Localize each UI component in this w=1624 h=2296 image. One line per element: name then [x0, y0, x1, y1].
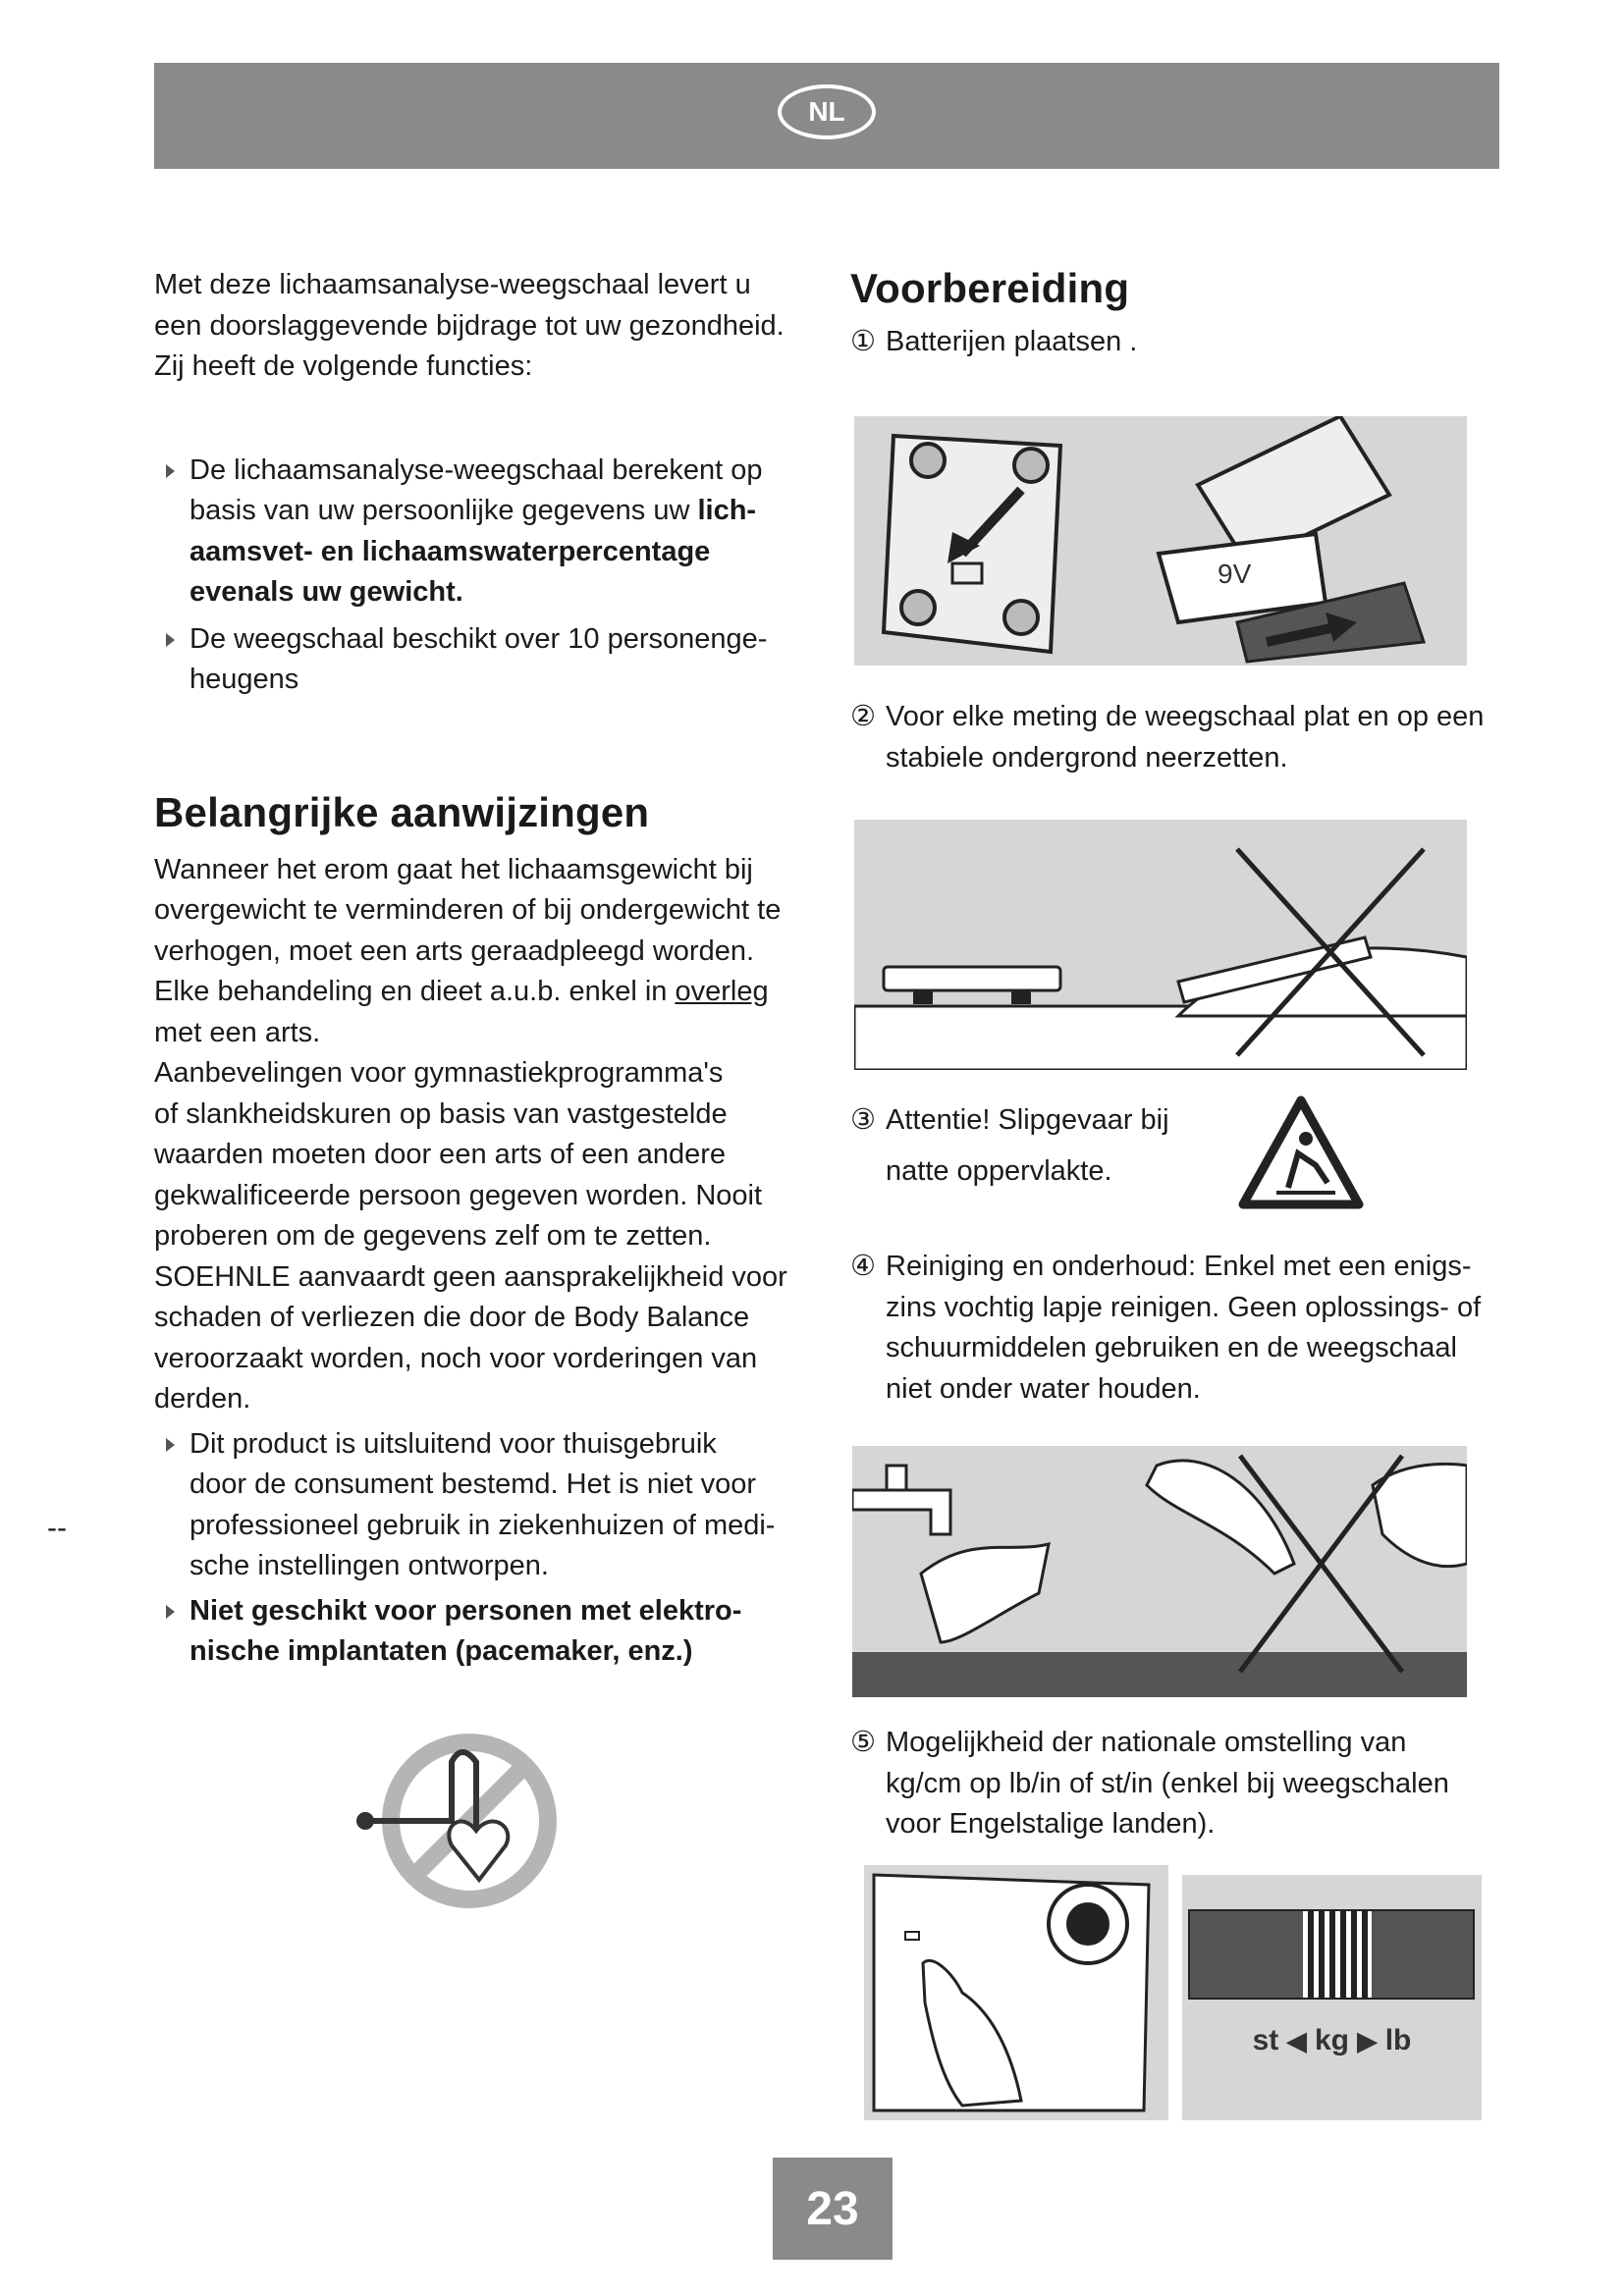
battery-illustration [854, 416, 1467, 666]
step-4: ④ Reiniging en onderhoud: Enkel met een enigs- zins vochtig lapje reinigen. Geen oplossings- of schuurmiddelen gebruiken en de weegschaal niet onder water houden. [850, 1251, 1482, 1405]
arrow-left-icon: ◀ [1286, 2026, 1307, 2056]
flat-surface-illustration [854, 820, 1467, 1070]
unit-switch-panel [1182, 1875, 1482, 2120]
right-column [850, 265, 1508, 363]
unit-button-illustration [864, 1865, 1168, 2120]
section-heading-important: Belangrijke aanwijzingen [154, 788, 650, 835]
step-1: ① Batterijen plaatsen . [850, 326, 1138, 357]
page-number: 23 [773, 2158, 893, 2260]
header-bar [154, 63, 1499, 169]
left-column [154, 265, 802, 1673]
margin-mark: -- [47, 1512, 67, 1544]
no-pacemaker-icon [353, 1733, 569, 1909]
step-2: ② Voor elke meting de weegschaal plat en op een stabiele ondergrond neerzetten. [850, 701, 1485, 774]
section-heading-preparation: Voorbereiding [850, 265, 1130, 311]
warning-bullet-pacemaker: Niet geschikt voor personen met elektro- nische implantaten (pacemaker, enz.) [154, 1591, 802, 1673]
unit-lb: lb [1384, 2024, 1412, 2056]
feature-bullet-2: De weegschaal beschikt over 10 personenge- heugens [154, 619, 802, 701]
unit-kg: kg [1315, 2024, 1350, 2056]
cleaning-illustration [852, 1446, 1467, 1697]
unit-labels [1182, 2024, 1482, 2057]
step-3: ③ Attentie! Slipgevaar bij natte oppervlakte. [850, 1104, 1169, 1187]
intro-text: Met deze lichaamsanalyse-weegschaal levert u een doorslaggevende bijdrage tot uw gezondheid. Zij heeft de volgende functies: [154, 269, 785, 382]
warning-bullet-home-use: Dit product is uitsluitend voor thuisgebruik door de consument bestemd. Het is niet voor professioneel gebruik in ziekenhuizen of medi- sche instellingen ontworpen. [154, 1424, 802, 1587]
feature-bullet-1: De lichaamsanalyse-weegschaal berekent op basis van uw persoonlijke gegevens uw lich- aamsvet- en lichaamswaterpercentage evenals uw gewicht. [154, 451, 802, 614]
battery-label: 9V [1218, 559, 1252, 589]
important-body: Wanneer het erom gaat het lichaamsgewicht bij overgewicht te verminderen of bij ondergewicht te verhogen, moet een arts geraadpleegd worden. Elke behandeling en dieet a.u.b. enkel in overleg met een arts. Aanbevelingen voor gymnastiekprogramma's of slankheidskuren op basis van vastgestelde waarden moeten door een arts of een andere gekwalificeerde persoon gegeven worden. Nooit proberen om de gegevens zelf om te zetten. SOEHNLE aanvaardt geen aansprakelijkheid voor schaden of verliezen die door de Body Balance veroorzaakt worden, noch voor vorderingen van derden. [154, 853, 787, 1415]
slip-warning-icon [1237, 1095, 1365, 1212]
switch-slider[interactable] [1303, 1911, 1372, 1998]
arrow-right-icon: ▶ [1357, 2026, 1378, 2056]
unit-st: st [1252, 2024, 1279, 2056]
step-5: ⑤ Mogelijkheid der nationale omstelling van kg/cm op lb/in of st/in (enkel bij weegschalen voor Engelstalige landen). [850, 1727, 1449, 1840]
language-badge: NL [778, 84, 876, 139]
unit-switch[interactable] [1188, 1909, 1475, 2000]
